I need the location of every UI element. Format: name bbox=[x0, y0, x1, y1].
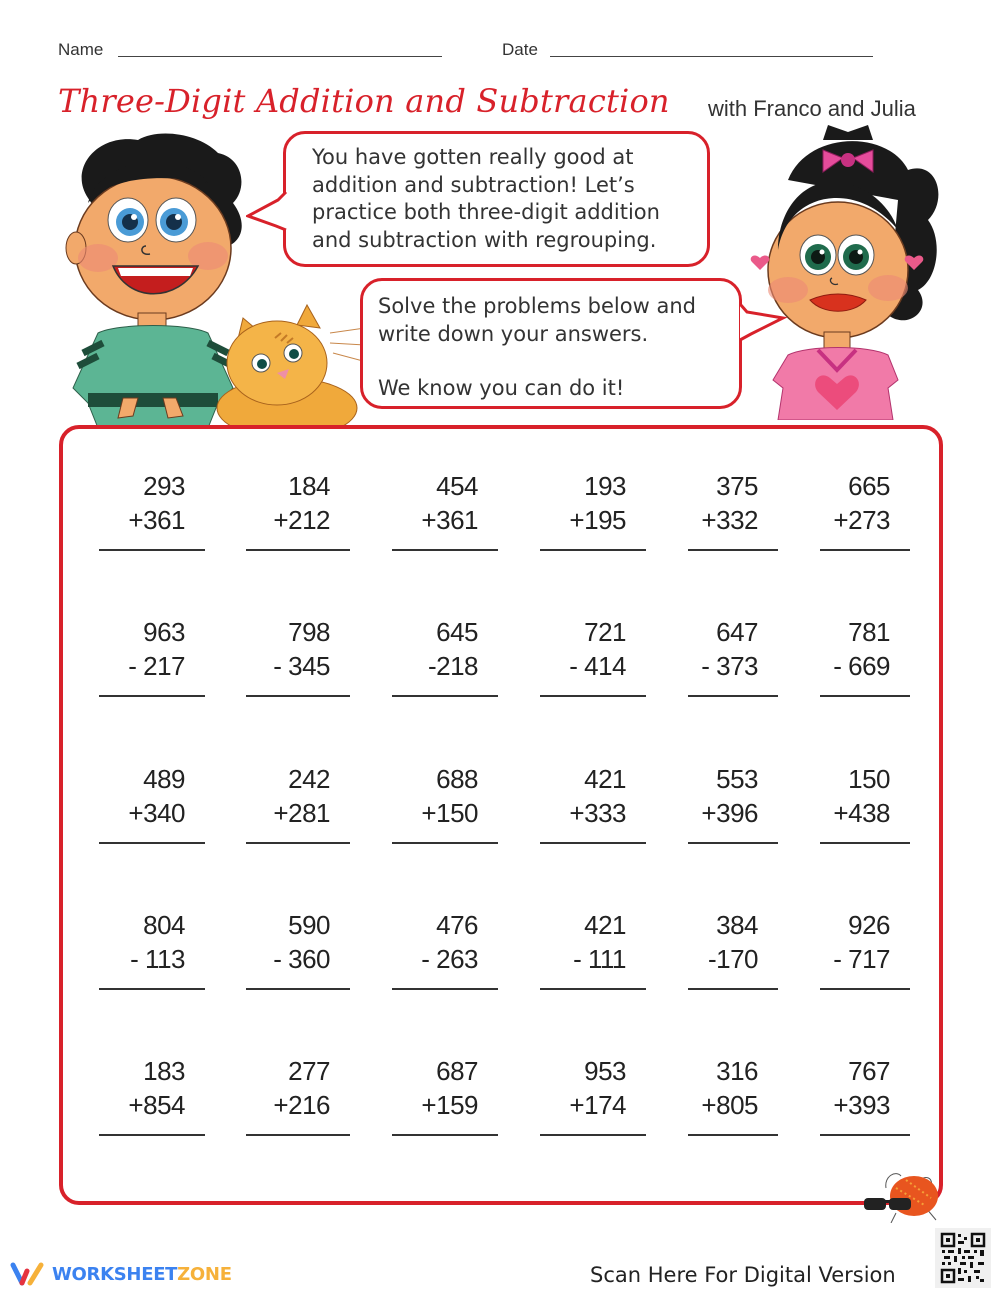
julia-girl-illustration bbox=[748, 120, 948, 420]
problem-top-number: 384 bbox=[716, 910, 758, 940]
problem-item bbox=[540, 1056, 646, 1136]
problem-item bbox=[820, 617, 910, 697]
julia-bubble-line: write down your answers. bbox=[378, 321, 649, 346]
problem-top-number: 375 bbox=[716, 471, 758, 501]
answer-line[interactable] bbox=[392, 988, 498, 990]
problem-bottom-number: +438 bbox=[833, 798, 890, 828]
problem-item bbox=[246, 910, 350, 990]
problem-top-number: 645 bbox=[436, 617, 478, 647]
franco-bubble-line: addition and subtraction! Let’s bbox=[312, 172, 635, 197]
problem-item bbox=[688, 764, 778, 844]
answer-line[interactable] bbox=[246, 549, 350, 551]
problem-item bbox=[99, 1056, 205, 1136]
problem-bottom-number: +159 bbox=[421, 1090, 478, 1120]
franco-bubble-line: and subtraction with regrouping. bbox=[312, 227, 657, 252]
problem-top-number: 421 bbox=[584, 764, 626, 794]
problem-bottom-number: +393 bbox=[833, 1090, 890, 1120]
problem-top-number: 277 bbox=[288, 1056, 330, 1086]
name-label: Name bbox=[58, 40, 104, 59]
problem-bottom-number: -218 bbox=[427, 651, 478, 681]
problem-item bbox=[392, 910, 498, 990]
problem-top-number: 798 bbox=[288, 617, 330, 647]
problem-top-number: 184 bbox=[288, 471, 330, 501]
logo-text-zone: ZONE bbox=[177, 1263, 232, 1285]
answer-line[interactable] bbox=[246, 988, 350, 990]
problem-item bbox=[246, 764, 350, 844]
problem-bottom-number: +273 bbox=[833, 505, 890, 535]
problem-bottom-number: +195 bbox=[569, 505, 626, 535]
problem-item bbox=[688, 617, 778, 697]
problem-top-number: 781 bbox=[848, 617, 890, 647]
answer-line[interactable] bbox=[820, 988, 910, 990]
problem-item bbox=[540, 617, 646, 697]
problem-top-number: 476 bbox=[436, 910, 478, 940]
problems-box bbox=[59, 425, 943, 1205]
problem-bottom-number: +361 bbox=[421, 505, 478, 535]
problem-bottom-number: +150 bbox=[421, 798, 478, 828]
answer-line[interactable] bbox=[540, 842, 646, 844]
problem-item bbox=[820, 471, 910, 551]
answer-line[interactable] bbox=[392, 842, 498, 844]
problem-item bbox=[688, 910, 778, 990]
problem-item bbox=[392, 617, 498, 697]
problem-item bbox=[246, 617, 350, 697]
answer-line[interactable] bbox=[540, 988, 646, 990]
answer-line[interactable] bbox=[688, 549, 778, 551]
problem-bottom-number: +340 bbox=[128, 798, 185, 828]
problem-item bbox=[392, 1056, 498, 1136]
problem-top-number: 183 bbox=[143, 1056, 185, 1086]
answer-line[interactable] bbox=[99, 1134, 205, 1136]
problem-top-number: 953 bbox=[584, 1056, 626, 1086]
answer-line[interactable] bbox=[99, 549, 205, 551]
problem-bottom-number: +281 bbox=[273, 798, 330, 828]
problem-bottom-number: - 717 bbox=[833, 944, 890, 974]
problem-top-number: 926 bbox=[848, 910, 890, 940]
answer-line[interactable] bbox=[99, 988, 205, 990]
worksheetzone-logo-icon bbox=[8, 1261, 48, 1287]
date-label: Date bbox=[502, 40, 538, 59]
problem-item bbox=[540, 910, 646, 990]
problem-item bbox=[392, 471, 498, 551]
problem-top-number: 647 bbox=[716, 617, 758, 647]
franco-bubble-line: You have gotten really good at bbox=[312, 145, 634, 169]
answer-line[interactable] bbox=[820, 695, 910, 697]
julia-speech-bubble bbox=[360, 278, 742, 409]
problem-top-number: 489 bbox=[143, 764, 185, 794]
logo-text-worksheet: WORKSHEET bbox=[52, 1263, 178, 1285]
problem-item bbox=[540, 471, 646, 551]
julia-bubble-line: Solve the problems below and bbox=[378, 294, 696, 318]
problem-item bbox=[540, 764, 646, 844]
problem-item bbox=[820, 910, 910, 990]
problem-item bbox=[688, 1056, 778, 1136]
problem-bottom-number: - 669 bbox=[833, 651, 890, 681]
problem-bottom-number: +396 bbox=[701, 798, 758, 828]
franco-speech-bubble bbox=[283, 131, 710, 267]
problem-bottom-number: +216 bbox=[273, 1090, 330, 1120]
page-title: Three-Digit Addition and Subtraction bbox=[58, 82, 670, 120]
answer-line[interactable] bbox=[688, 1134, 778, 1136]
problem-bottom-number: - 345 bbox=[273, 651, 330, 681]
problem-top-number: 293 bbox=[143, 471, 185, 501]
name-field-line[interactable] bbox=[118, 56, 442, 57]
problem-item bbox=[99, 617, 205, 697]
problem-bottom-number: +805 bbox=[701, 1090, 758, 1120]
problem-bottom-number: +361 bbox=[128, 505, 185, 535]
problem-bottom-number: - 263 bbox=[421, 944, 478, 974]
name-date-row bbox=[0, 38, 1000, 62]
franco-bubble-tail bbox=[246, 190, 288, 240]
problem-item bbox=[99, 471, 205, 551]
problem-item bbox=[99, 764, 205, 844]
answer-line[interactable] bbox=[392, 695, 498, 697]
problem-top-number: 553 bbox=[716, 764, 758, 794]
problem-top-number: 454 bbox=[436, 471, 478, 501]
problem-top-number: 242 bbox=[288, 764, 330, 794]
problem-top-number: 421 bbox=[584, 910, 626, 940]
answer-line[interactable] bbox=[392, 1134, 498, 1136]
problem-item bbox=[688, 471, 778, 551]
problem-item bbox=[820, 1056, 910, 1136]
julia-bubble-line bbox=[378, 348, 729, 375]
cat-illustration bbox=[215, 303, 365, 425]
answer-line[interactable] bbox=[246, 842, 350, 844]
julia-bubble-tail bbox=[737, 300, 787, 350]
answer-line[interactable] bbox=[246, 1134, 350, 1136]
problem-bottom-number: - 217 bbox=[128, 651, 185, 681]
problem-top-number: 316 bbox=[716, 1056, 758, 1086]
answer-line[interactable] bbox=[246, 695, 350, 697]
answer-line[interactable] bbox=[820, 842, 910, 844]
answer-line[interactable] bbox=[99, 695, 205, 697]
problem-bottom-number: -170 bbox=[707, 944, 758, 974]
problem-top-number: 590 bbox=[288, 910, 330, 940]
qr-code-icon[interactable] bbox=[935, 1228, 991, 1288]
problem-item bbox=[99, 910, 205, 990]
answer-line[interactable] bbox=[820, 549, 910, 551]
problem-bottom-number: - 414 bbox=[569, 651, 626, 681]
julia-bubble-line: We know you can do it! bbox=[378, 376, 625, 400]
problem-bottom-number: - 113 bbox=[130, 944, 185, 974]
problem-bottom-number: - 360 bbox=[273, 944, 330, 974]
franco-bubble-line: practice both three-digit addition bbox=[312, 200, 660, 224]
logo-text bbox=[52, 1264, 232, 1285]
answer-line[interactable] bbox=[820, 1134, 910, 1136]
problem-bottom-number: +174 bbox=[569, 1090, 626, 1120]
problem-top-number: 665 bbox=[848, 471, 890, 501]
answer-line[interactable] bbox=[99, 842, 205, 844]
problem-item bbox=[820, 764, 910, 844]
worksheetzone-logo[interactable] bbox=[8, 1261, 232, 1287]
answer-line[interactable] bbox=[540, 1134, 646, 1136]
problem-top-number: 193 bbox=[584, 471, 626, 501]
problem-top-number: 721 bbox=[584, 617, 626, 647]
problem-bottom-number: +854 bbox=[128, 1090, 185, 1120]
problem-item bbox=[392, 764, 498, 844]
problem-item bbox=[246, 1056, 350, 1136]
scan-digital-text: Scan Here For Digital Version bbox=[590, 1263, 896, 1287]
answer-line[interactable] bbox=[688, 695, 778, 697]
problem-bottom-number: +212 bbox=[273, 505, 330, 535]
problem-top-number: 150 bbox=[848, 764, 890, 794]
problem-top-number: 804 bbox=[143, 910, 185, 940]
problem-bottom-number: +333 bbox=[569, 798, 626, 828]
problem-item bbox=[246, 471, 350, 551]
problem-top-number: 687 bbox=[436, 1056, 478, 1086]
problem-top-number: 767 bbox=[848, 1056, 890, 1086]
answer-line[interactable] bbox=[392, 549, 498, 551]
page-subtitle: with Franco and Julia bbox=[708, 96, 916, 121]
answer-line[interactable] bbox=[688, 988, 778, 990]
answer-line[interactable] bbox=[540, 549, 646, 551]
answer-line[interactable] bbox=[688, 842, 778, 844]
problem-bottom-number: - 111 bbox=[573, 944, 626, 974]
answer-line[interactable] bbox=[540, 695, 646, 697]
problem-top-number: 963 bbox=[143, 617, 185, 647]
problem-bottom-number: +332 bbox=[701, 505, 758, 535]
date-field-line[interactable] bbox=[550, 56, 873, 57]
problem-top-number: 688 bbox=[436, 764, 478, 794]
problem-bottom-number: - 373 bbox=[701, 651, 758, 681]
bug-mascot-illustration bbox=[856, 1168, 946, 1223]
